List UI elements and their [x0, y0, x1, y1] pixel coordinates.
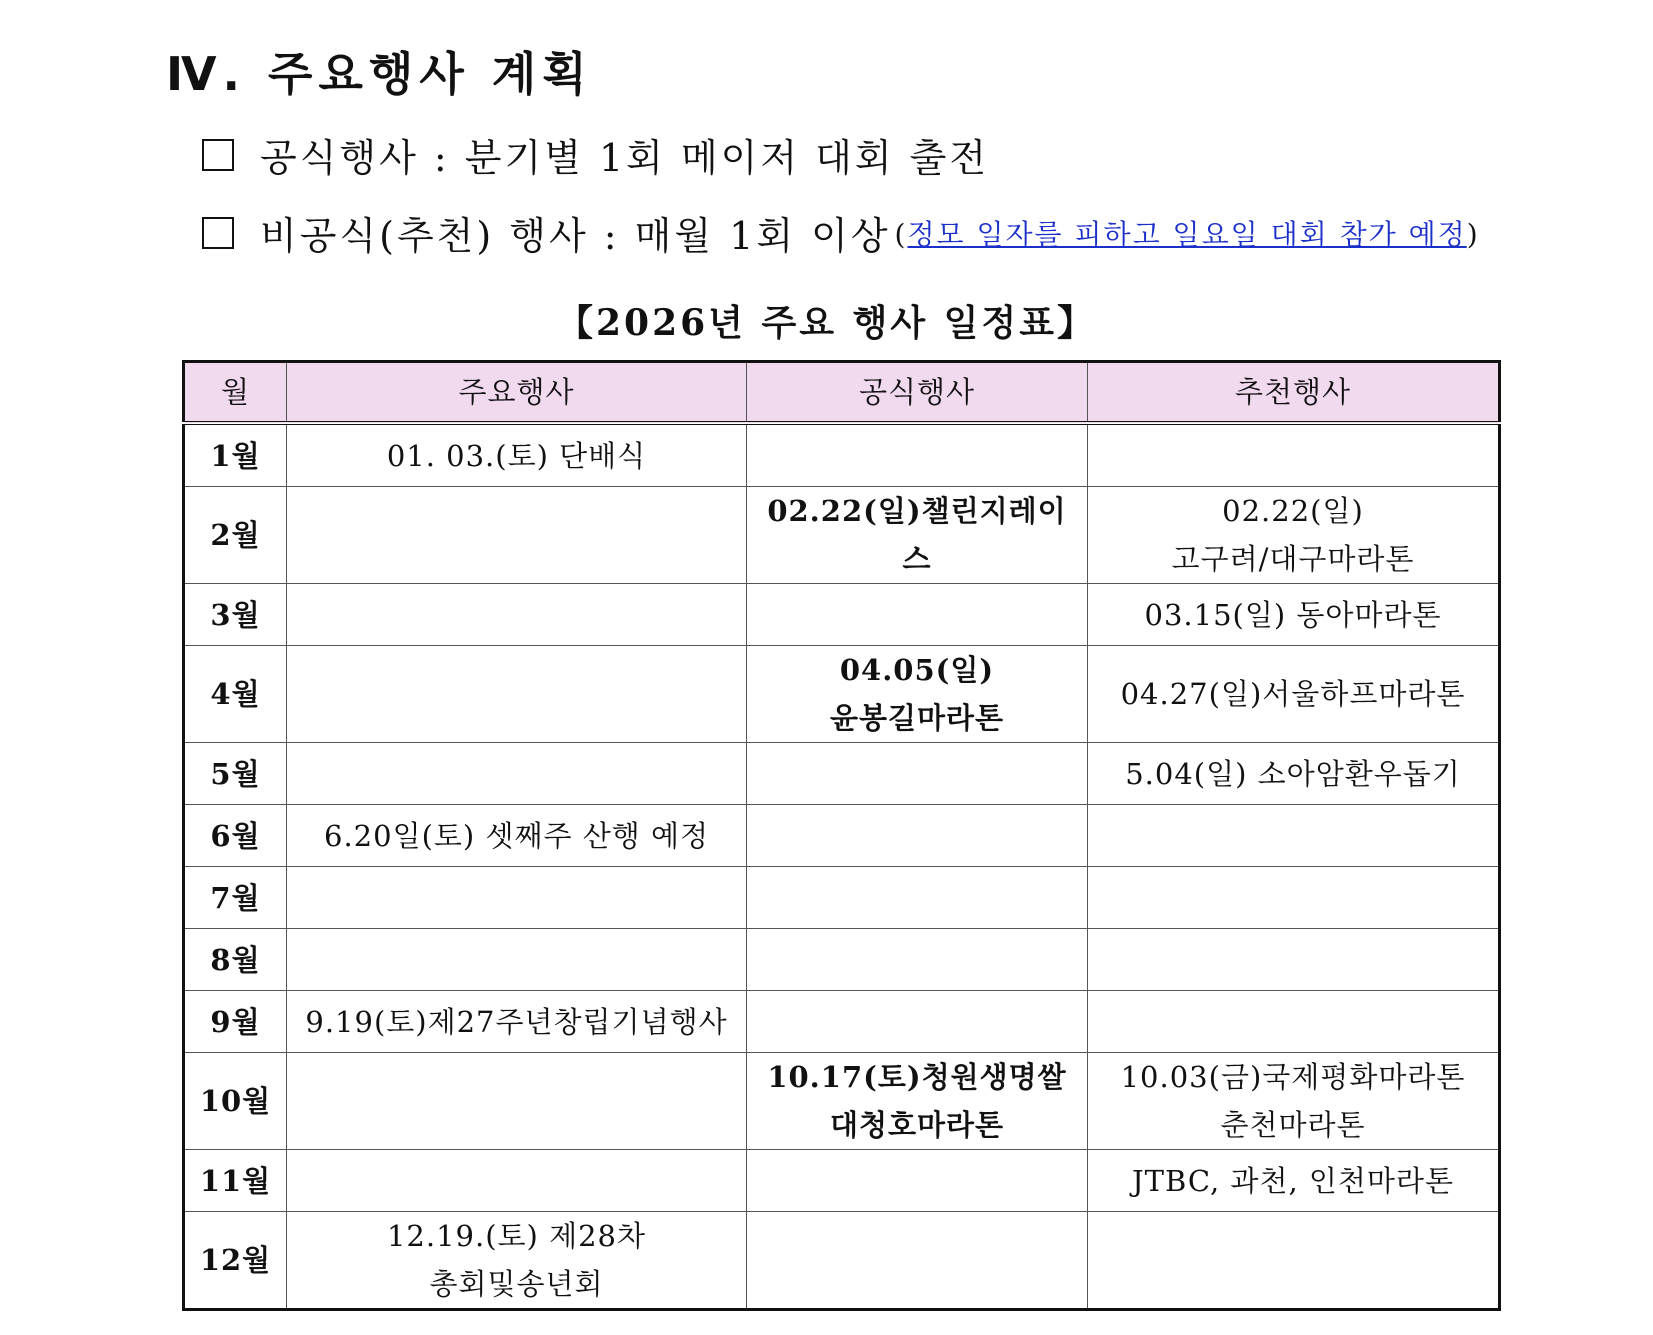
recommended-event-cell [1088, 423, 1500, 487]
event-line: 04.27(일)서울하프마라톤 [1120, 677, 1466, 711]
event-line: 02.22(일) [1222, 494, 1364, 528]
official-event-cell [747, 646, 1088, 743]
main-event-cell [287, 584, 747, 646]
table-row [184, 1150, 1500, 1212]
month-cell: 9월 [184, 991, 287, 1053]
header-main-events: 주요행사 [287, 362, 747, 424]
main-event-cell [287, 487, 747, 584]
event-line: 12.19.(토) 제28차 [386, 1219, 647, 1253]
event-line: 02.22(일)챌린지레이 [767, 494, 1067, 528]
main-event-cell [287, 646, 747, 743]
bullet-official-events [202, 127, 989, 182]
event-line: 총회및송년회 [429, 1267, 604, 1301]
recommended-event-cell [1088, 1150, 1500, 1212]
recommended-event-cell [1088, 867, 1500, 929]
note-close-paren: ) [1466, 217, 1480, 251]
main-event-cell [287, 743, 747, 805]
official-event-cell [747, 867, 1088, 929]
note-link[interactable]: 정모 일자를 피하고 일요일 대회 참가 예정 [907, 217, 1467, 251]
table-row [184, 423, 1500, 487]
month-cell: 11월 [184, 1150, 287, 1212]
main-event-cell [287, 1212, 747, 1310]
official-event-cell [747, 743, 1088, 805]
recommended-event-cell [1088, 743, 1500, 805]
recommended-event-cell [1088, 929, 1500, 991]
official-event-cell [747, 423, 1088, 487]
bullet-note [895, 213, 1480, 253]
main-event-cell [287, 867, 747, 929]
table-row [184, 867, 1500, 929]
official-event-cell [747, 1150, 1088, 1212]
header-official-events: 공식행사 [747, 362, 1088, 424]
table-header-row [184, 362, 1500, 424]
table-row [184, 1212, 1500, 1310]
month-cell: 10월 [184, 1053, 287, 1150]
official-event-cell [747, 584, 1088, 646]
month-cell: 3월 [184, 584, 287, 646]
table-title: 【2026년 주요 행사 일정표】 [556, 302, 1096, 344]
section-heading: Ⅳ. 주요행사 계획 [166, 47, 593, 101]
official-event-cell [747, 805, 1088, 867]
event-line: 10.03(금)국제평화마라톤 [1120, 1060, 1466, 1094]
event-line: 04.05(일) [839, 653, 995, 687]
table-row [184, 584, 1500, 646]
header-recommended-events: 추천행사 [1088, 362, 1500, 424]
recommended-event-cell [1088, 646, 1500, 743]
table-row [184, 805, 1500, 867]
checkbox-icon [202, 217, 234, 249]
table-row [184, 991, 1500, 1053]
month-cell: 4월 [184, 646, 287, 743]
event-line: 춘천마라톤 [1220, 1108, 1366, 1142]
table-row [184, 487, 1500, 584]
recommended-event-cell [1088, 1212, 1500, 1310]
event-line: 01. 03.(토) 단배식 [386, 438, 647, 473]
main-event-cell [287, 991, 747, 1053]
month-cell: 12월 [184, 1212, 287, 1310]
header-month: 월 [184, 362, 287, 424]
event-line: 5.04(일) 소아암환우돕기 [1125, 756, 1461, 791]
main-event-cell [287, 423, 747, 487]
event-line: 10.17(토)청원생명쌀 [767, 1060, 1067, 1094]
main-event-cell [287, 929, 747, 991]
event-line: 03.15(일) 동아마라톤 [1144, 597, 1442, 632]
official-event-cell [747, 1212, 1088, 1310]
official-event-cell [747, 929, 1088, 991]
recommended-event-cell [1088, 487, 1500, 584]
checkbox-icon [202, 139, 234, 171]
month-cell: 1월 [184, 423, 287, 487]
month-cell: 6월 [184, 805, 287, 867]
main-event-cell [287, 1150, 747, 1212]
event-line: 6.20일(토) 셋째주 산행 예정 [324, 818, 709, 853]
event-line: 고구려/대구마라톤 [1171, 542, 1415, 576]
month-cell: 7월 [184, 867, 287, 929]
table-row [184, 743, 1500, 805]
bullet-text: 비공식(추천) 행사 : 매월 1회 이상 [260, 214, 891, 258]
event-line: JTBC, 과천, 인천마라톤 [1132, 1163, 1454, 1198]
month-cell: 2월 [184, 487, 287, 584]
main-event-cell [287, 805, 747, 867]
recommended-event-cell [1088, 991, 1500, 1053]
main-event-cell [287, 1053, 747, 1150]
official-event-cell [747, 487, 1088, 584]
event-line: 9.19(토)제27주년창립기념행사 [305, 1004, 728, 1039]
official-event-cell [747, 1053, 1088, 1150]
table-row [184, 929, 1500, 991]
event-line: 스 [902, 542, 932, 576]
recommended-event-cell [1088, 805, 1500, 867]
month-cell: 5월 [184, 743, 287, 805]
recommended-event-cell [1088, 1053, 1500, 1150]
bullet-unofficial-events [202, 205, 1480, 260]
note-open-paren: ( [894, 217, 908, 251]
table-row [184, 1053, 1500, 1150]
month-cell: 8월 [184, 929, 287, 991]
event-line: 윤봉길마라톤 [829, 701, 1005, 735]
event-line: 대청호마라톤 [829, 1108, 1005, 1142]
schedule-table [182, 360, 1501, 1311]
recommended-event-cell [1088, 584, 1500, 646]
table-row [184, 646, 1500, 743]
bullet-text: 공식행사 : 분기별 1회 메이저 대회 출전 [260, 136, 990, 180]
official-event-cell [747, 991, 1088, 1053]
